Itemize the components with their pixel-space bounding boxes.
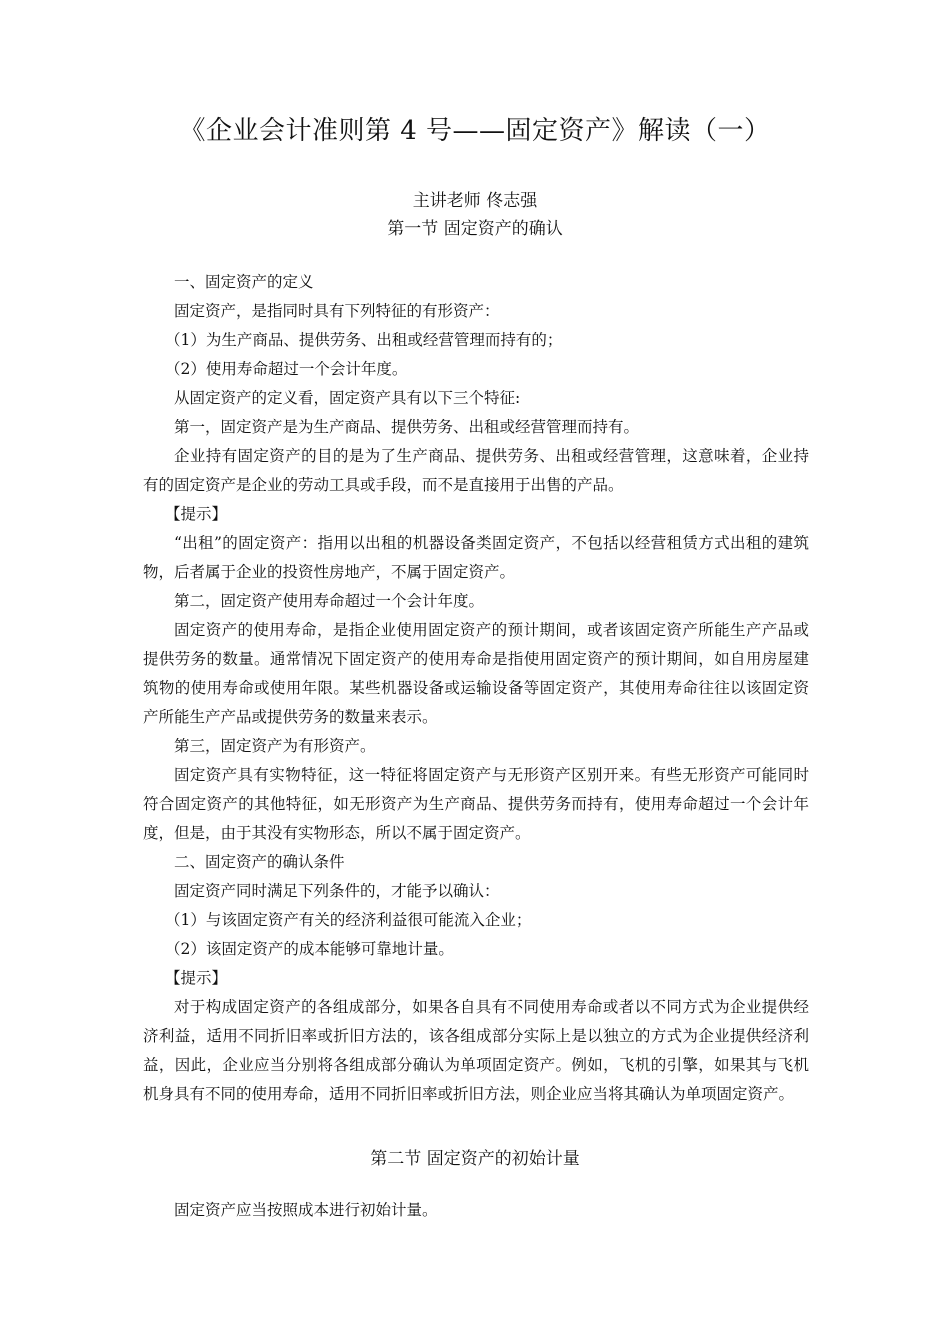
section-1-heading: 第一节 固定资产的确认 bbox=[387, 219, 563, 239]
list-item: （1）与该固定资产有关的经济利益很可能流入企业； bbox=[165, 911, 532, 929]
tip-label: 【提示】 bbox=[165, 969, 228, 987]
section-2-heading: 第二节 固定资产的初始计量 bbox=[370, 1149, 580, 1169]
document-title: 《企业会计准则第 4 号——固定资产》解读（一） bbox=[179, 116, 771, 146]
paragraph: 第一，固定资产是为生产商品、提供劳务、出租或经营管理而持有。 bbox=[174, 418, 640, 436]
paragraph: 固定资产应当按照成本进行初始计量。 bbox=[174, 1201, 438, 1219]
paragraph: 固定资产具有实物特征，这一特征将固定资产与无形资产区别开来。有些无形资产可能同时符合固定资产的其他特征，如无形资产为生产商品、提供劳务而持有，使用寿命超过一个会计年度，但是，由于其没有实物形态，所以不属于固定资产。 bbox=[143, 766, 809, 842]
lecturer-line: 主讲老师 佟志强 bbox=[412, 191, 538, 211]
paragraph: 第三，固定资产为有形资产。 bbox=[174, 737, 376, 755]
list-item: （1）为生产商品、提供劳务、出租或经营管理而持有的； bbox=[165, 331, 563, 349]
paragraph: 固定资产同时满足下列条件的，才能予以确认： bbox=[174, 882, 500, 900]
paragraph: 对于构成固定资产的各组成部分，如果各自具有不同使用寿命或者以不同方式为企业提供经济利益，适用不同折旧率或折旧方法的，该各组成部分实际上是以独立的方式为企业提供经济利益，因此，企业应当分别将各组成部分确认为单项固定资产。例如，飞机的引擎，如果其与飞机机身具有不同的使用寿命，适用不同折旧率或折旧方法，则企业应当将其确认为单项固定资产。 bbox=[143, 998, 809, 1103]
section-1-body bbox=[143, 268, 809, 1109]
heading-definition: 一、固定资产的定义 bbox=[174, 273, 314, 291]
paragraph: 固定资产的使用寿命，是指企业使用固定资产的预计期间，或者该固定资产所能生产产品或提供劳务的数量。通常情况下固定资产的使用寿命是指使用固定资产的预计期间，如自用房屋建筑物的使用寿命或使用年限。某些机器设备或运输设备等固定资产，其使用寿命往往以该固定资产所能生产产品或提供劳务的数量来表示。 bbox=[143, 621, 809, 726]
paragraph: “出租”的固定资产：指用以出租的机器设备类固定资产，不包括以经营租赁方式出租的建筑物，后者属于企业的投资性房地产，不属于固定资产。 bbox=[143, 534, 809, 581]
list-item: （2）该固定资产的成本能够可靠地计量。 bbox=[165, 940, 454, 958]
heading-recognition-conditions: 二、固定资产的确认条件 bbox=[174, 853, 345, 871]
paragraph: 固定资产，是指同时具有下列特征的有形资产： bbox=[174, 302, 500, 320]
tip-label: 【提示】 bbox=[165, 505, 228, 523]
paragraph: 从固定资产的定义看，固定资产具有以下三个特征: bbox=[174, 389, 521, 407]
section-2-body bbox=[143, 1196, 809, 1225]
paragraph: 第二，固定资产使用寿命超过一个会计年度。 bbox=[174, 592, 485, 610]
paragraph: 企业持有固定资产的目的是为了生产商品、提供劳务、出租或经营管理，这意味着，企业持有的固定资产是企业的劳动工具或手段，而不是直接用于出售的产品。 bbox=[143, 447, 809, 494]
list-item: （2）使用寿命超过一个会计年度。 bbox=[165, 360, 408, 378]
